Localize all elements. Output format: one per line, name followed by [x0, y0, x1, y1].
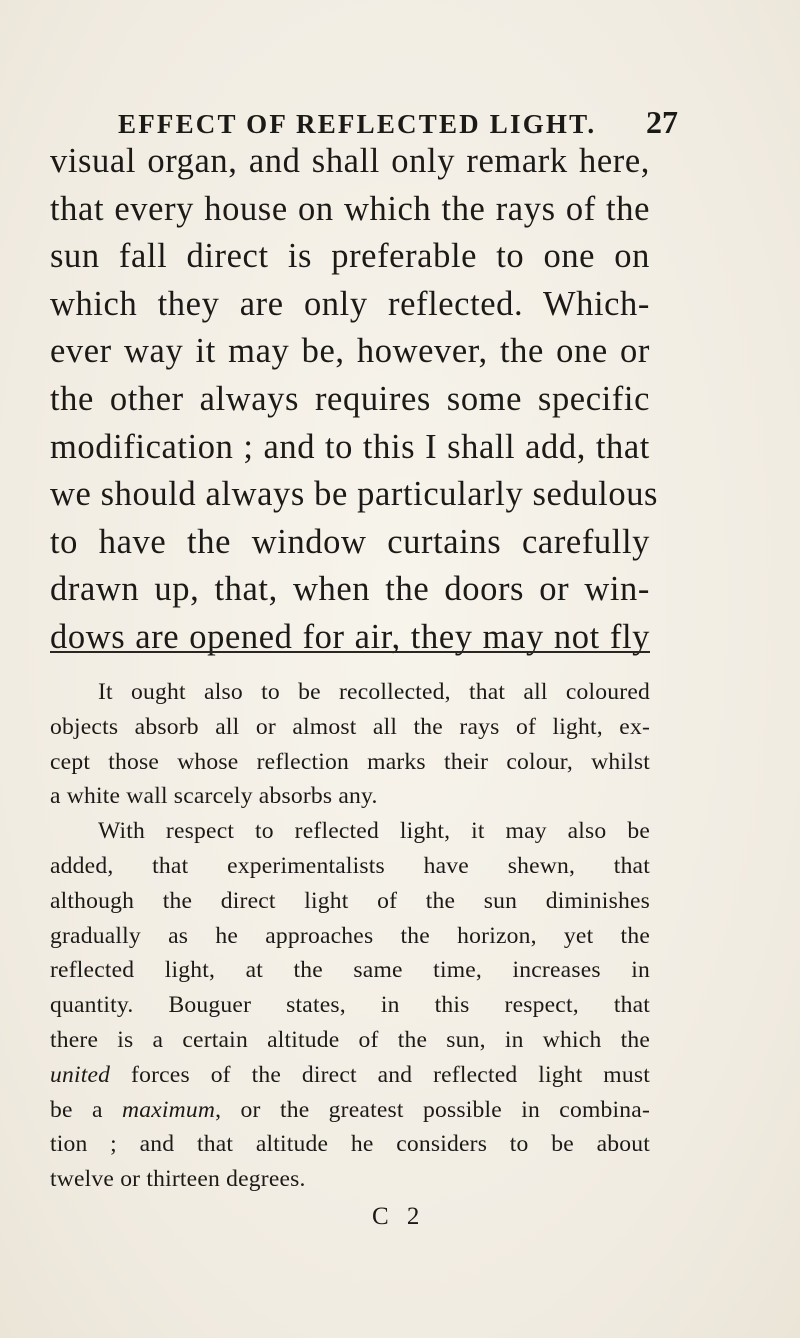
main-text — [50, 138, 659, 662]
body-line: we should always be particularly sedulous — [50, 475, 659, 514]
body-line: visual organ, and shall only remark here, — [50, 142, 650, 180]
footnote-line: cept those whose reflection marks their colour, whilst — [50, 748, 650, 775]
body-line: modification ; and to this I shall add, that — [50, 427, 650, 466]
footnote — [50, 675, 650, 1197]
italic-term: united — [50, 1061, 111, 1088]
running-title: EFFECT OF REFLECTED LIGHT. — [118, 109, 597, 139]
footnote-text: , or the greatest possible in combina- — [215, 1096, 651, 1123]
signature-mark: C 2 — [372, 1203, 426, 1230]
footnote-line: quantity. Bouguer states, in this respect, that — [50, 992, 650, 1019]
italic-term: maximum — [122, 1096, 216, 1123]
body-line: the other always requires some specific — [50, 379, 650, 418]
body-line: to have the window curtains carefully — [50, 522, 650, 561]
footnote-line: twelve or thirteen degrees. — [50, 1166, 306, 1193]
footnote-line: With respect to reflected light, it may also be — [98, 818, 650, 845]
footnote-line: objects absorb all or almost all the rays of light, ex- — [50, 713, 650, 740]
footnote-line: a white wall scarcely absorbs any. — [50, 783, 378, 810]
body-line: ever way it may be, however, the one or — [50, 332, 650, 371]
footnote-line: added, that experimentalists have shewn, that — [50, 852, 650, 879]
footnote-line: gradually as he approaches the horizon, yet the — [50, 922, 650, 949]
body-line: drawn up, that, when the doors or win- — [50, 570, 650, 609]
body-line: that every house on which the rays of the — [50, 189, 650, 228]
body-line: sun fall direct is preferable to one on — [50, 237, 650, 276]
footnote-text: forces of the direct and reflected light must — [110, 1061, 650, 1088]
body-line: dows are opened for air, they may not fly — [50, 617, 650, 656]
footnote-line — [50, 1058, 650, 1093]
body-line: which they are only reflected. Which- — [50, 284, 650, 323]
footnote-line: there is a certain altitude of the sun, in which the — [50, 1026, 650, 1053]
footnote-text: be a — [50, 1096, 122, 1123]
page-number: 27 — [646, 104, 678, 140]
footnote-divider — [50, 651, 650, 653]
footnote-line — [50, 1093, 650, 1128]
footnote-line: although the direct light of the sun diminishes — [50, 887, 650, 914]
footnote-line: tion ; and that altitude he considers to be about — [50, 1131, 650, 1158]
footnote-line: It ought also to be recollected, that all coloured — [98, 679, 650, 705]
footnote-line: reflected light, at the same time, increases in — [50, 957, 650, 984]
